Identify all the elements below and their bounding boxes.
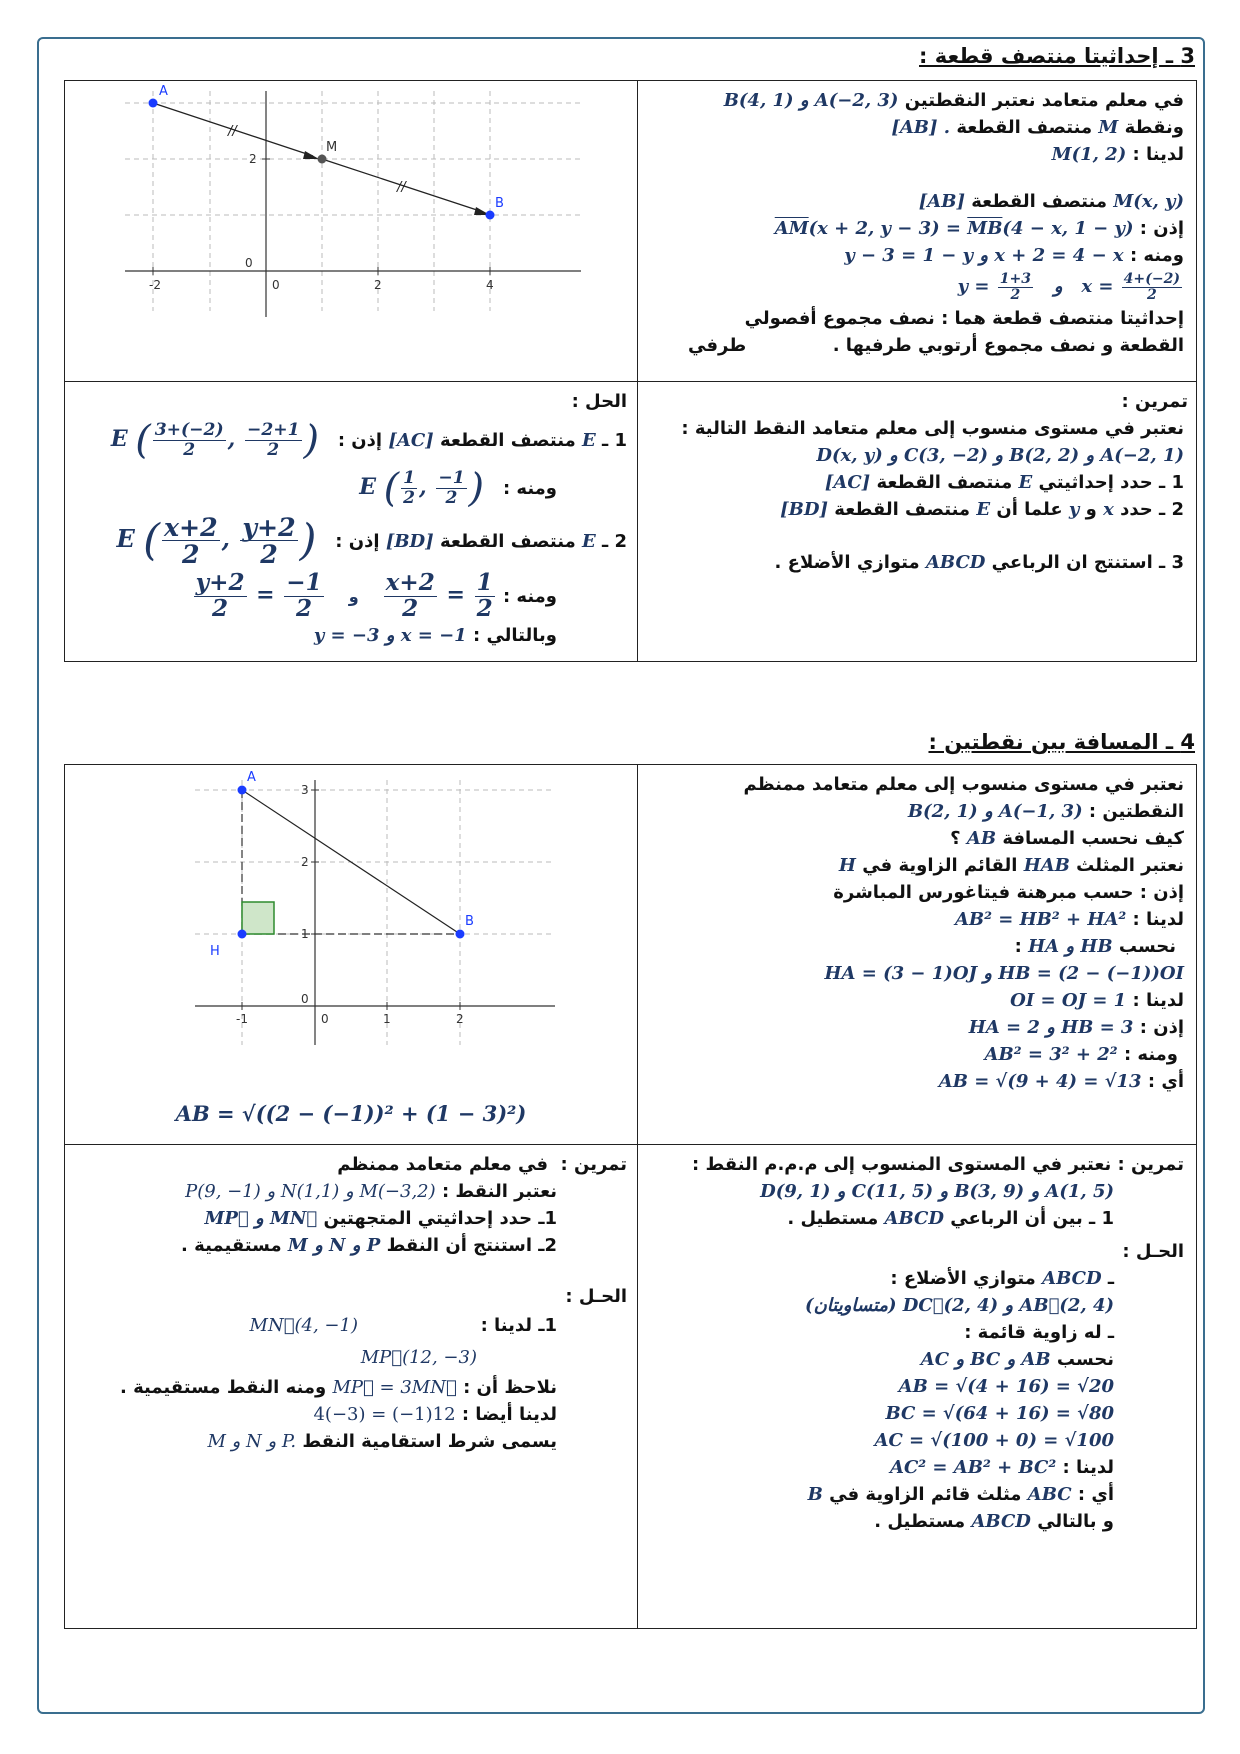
- math: AC و BC و AB: [920, 1349, 1051, 1370]
- y-tick-2: 2: [249, 152, 257, 166]
- x-tick-3: 1: [383, 1012, 391, 1026]
- math: AB: [966, 828, 997, 849]
- label-m: M: [326, 140, 338, 155]
- midpoint-graph: [65, 81, 637, 377]
- text: ومنه :: [1129, 245, 1184, 266]
- distance-formula: AB = √((2 − (−1))² + (1 − 3)²): [175, 1101, 527, 1126]
- text: يسمى شرط استقامية النقط: [302, 1431, 557, 1452]
- text: مثلث قائم الزاوية في: [829, 1484, 1022, 1505]
- math: B: [807, 1484, 823, 1505]
- math: H: [838, 855, 856, 876]
- text: منتصف القطعة: [439, 531, 576, 552]
- math: (متساويتان) DC⃗(2, 4) و AB⃗(2, 4): [805, 1295, 1114, 1316]
- math-points: D(9, 1) و C(11, 5) و B(3, 9) و A(1, 5): [760, 1181, 1114, 1202]
- text: إذن :: [337, 430, 383, 451]
- text: في معلم متعامد ممنظم: [337, 1154, 548, 1175]
- text: و: [1053, 276, 1063, 297]
- midpoint-graph-cell: [65, 81, 638, 382]
- y-tick-3: 3: [301, 783, 309, 797]
- exercise-1: [638, 382, 1196, 580]
- math: [AC]: [388, 430, 434, 451]
- math: [BD]: [385, 531, 434, 552]
- math: AB = √(9 + 4) = √13: [938, 1071, 1142, 1092]
- section-3-title: 3 ـ إحداثيتا منتصف قطعة :: [919, 44, 1195, 68]
- label-b: B: [495, 196, 504, 211]
- text: منتصف القطعة: [956, 117, 1093, 138]
- section-3-table: [64, 80, 1197, 662]
- math: y − 3 = 1 − y و x + 2 = 4 − x: [844, 245, 1124, 266]
- math: OI = OJ = 1: [1010, 990, 1127, 1011]
- math: [AC]: [824, 472, 871, 493]
- math: HA = (3 − 1)OJ و HB = (2 − (−1))OI: [824, 963, 1184, 984]
- y-tick-0: 0: [245, 256, 253, 270]
- distance-explanation-cell: [638, 765, 1197, 1145]
- text: ومنه النقط مستقيمية .: [120, 1377, 327, 1398]
- solution-title: الحـل :: [565, 1286, 627, 1307]
- text: إذن :: [1139, 1017, 1184, 1038]
- label-a: A: [247, 770, 256, 785]
- math: ABCD: [971, 1511, 1031, 1532]
- text: إذن :: [335, 531, 380, 552]
- text: مستقيمية .: [181, 1235, 282, 1256]
- text: منتصف القطعة: [439, 430, 576, 451]
- text: 2ـ استنتج أن النقط: [386, 1235, 557, 1256]
- math: AB² = HB² + HA²: [954, 909, 1127, 930]
- x-tick-1: -2: [149, 278, 161, 292]
- text: لدينا :: [1132, 909, 1184, 930]
- text: النقطتين :: [1088, 801, 1184, 822]
- math: y = −3 و x = −1: [313, 625, 467, 646]
- math-points: D(x, y) و C(3, −2) و B(2, 2) و A(−2, 1): [816, 445, 1184, 466]
- point-a: [238, 786, 247, 795]
- math: ABC: [1027, 1484, 1072, 1505]
- math: BC = √(64 + 16) = √80: [885, 1403, 1114, 1424]
- math: MP⃗ و MN⃗: [204, 1208, 318, 1229]
- math: ABCD: [925, 552, 986, 573]
- text: 3 ـ استنتج ان الرباعي: [991, 552, 1184, 573]
- right-angle-mark: [242, 902, 274, 934]
- text: مستطيل .: [874, 1511, 966, 1532]
- exercise-2: [638, 1145, 1196, 1539]
- point-h: [238, 930, 247, 939]
- math-points: B(2, 1) و A(−1, 3): [907, 801, 1083, 822]
- text: نعتبر في مستوى منسوب إلى معلم متعامد النقط التالية :: [681, 418, 1184, 439]
- text: 1 ـ حدد إحداثيتي: [1038, 472, 1184, 493]
- math: HA و HB: [1028, 936, 1113, 957]
- midpoint-explanation-cell: [638, 81, 1197, 382]
- text: متوازي الأضلاع :: [890, 1268, 1036, 1289]
- exercise-title: تمرين :: [1121, 391, 1188, 412]
- math: ABCD: [1042, 1268, 1102, 1289]
- math: 4(−3) = (−1)12: [313, 1404, 456, 1425]
- solution-1-cell: [65, 382, 638, 662]
- text: نعتبر في المستوى المنسوب إلى م.م.م النقط :: [692, 1154, 1112, 1175]
- point-a: [149, 99, 158, 108]
- text: و: [1085, 499, 1097, 520]
- math: MP⃗ = 3MN⃗: [332, 1377, 457, 1398]
- text: نعتبر في مستوى منسوب إلى معلم متعامد ممنظم: [743, 774, 1184, 795]
- text: 2 ـ: [602, 531, 627, 552]
- tick-mark-am: //: [228, 124, 237, 139]
- math-points: B(4, 1) و A(−2, 3): [723, 90, 899, 111]
- math: E: [582, 430, 596, 451]
- x-tick-2: 0: [321, 1012, 329, 1026]
- math-points: P(9, −1) و N(1,1) و M(−3,2): [185, 1181, 436, 1202]
- math: [AB] .: [891, 117, 951, 138]
- math: E: [976, 499, 991, 520]
- text: طرفي: [688, 335, 747, 356]
- text: ومنه :: [502, 478, 557, 499]
- text: أي :: [1147, 1071, 1184, 1092]
- text: لدينا أيضا :: [461, 1404, 557, 1425]
- text: :: [1014, 936, 1022, 957]
- math: y: [1068, 499, 1080, 520]
- math: [AB]: [918, 191, 965, 212]
- math: E: [1018, 472, 1033, 493]
- math: MN⃗(4, −1): [249, 1315, 358, 1336]
- y-tick-1: 1: [301, 927, 309, 941]
- math: AC = √(100 + 0) = √100: [874, 1430, 1114, 1451]
- text: 1 ـ: [602, 430, 627, 451]
- text: لدينا :: [1132, 990, 1184, 1011]
- exercise-2-cell: [638, 1145, 1197, 1629]
- math: M(x, y): [1113, 191, 1184, 212]
- math: M(1, 2): [1051, 144, 1127, 165]
- exercise-title: تمرين :: [560, 1154, 627, 1175]
- point-b: [456, 930, 465, 939]
- label-h: H: [210, 944, 220, 959]
- solution-title: الحـل :: [1122, 1241, 1184, 1262]
- text: 2 ـ حدد: [1120, 499, 1184, 520]
- text: 1ـ حدد إحداثيتي المتجهتين: [323, 1208, 557, 1229]
- text: علما أن: [996, 499, 1063, 520]
- math: AB = √(4 + 16) = √20: [898, 1376, 1114, 1397]
- e-coords-2: E ( $\frac{1}{2}$ , $\frac{-1}{2}$ ): [359, 465, 485, 511]
- exercise-3: [65, 1145, 637, 1459]
- math: HAB: [1023, 855, 1070, 876]
- math: ABCD: [884, 1208, 944, 1229]
- text: نلاحظ أن :: [463, 1377, 557, 1398]
- solution-1: [65, 382, 637, 653]
- vector-equation: $\overline{AM}(x + 2$, $y - 3) = \overline{MB}(4 - x$, 1 − y): [774, 218, 1134, 239]
- math: E: [582, 531, 596, 552]
- y-tick-2: 2: [301, 855, 309, 869]
- math: M و N و P.: [207, 1431, 297, 1452]
- text: منتصف القطعة: [876, 472, 1013, 493]
- text: القطعة و نصف مجموع أرتوبي طرفيها .: [832, 335, 1184, 356]
- math: AB² = 3² + 2²: [984, 1044, 1118, 1065]
- math: [BD]: [780, 499, 828, 520]
- text: لدينا :: [1132, 144, 1184, 165]
- x-tick-1: -1: [236, 1012, 248, 1026]
- text: متوازي الأضلاع .: [774, 552, 920, 573]
- math: AC² = AB² + BC²: [889, 1457, 1057, 1478]
- text: ومنه :: [1123, 1044, 1178, 1065]
- text: ؟: [950, 828, 961, 849]
- text: نعتبر النقط :: [441, 1181, 557, 1202]
- distance-graph-cell: [65, 765, 638, 1145]
- exercise-1-cell: [638, 382, 1197, 662]
- x-tick-2: 0: [272, 278, 280, 292]
- text: القائم الزاوية في: [862, 855, 1018, 876]
- text: وبالتالي :: [472, 625, 557, 646]
- math: x: [1103, 499, 1114, 520]
- y-tick-0: 0: [301, 992, 309, 1006]
- x-tick-4: 4: [486, 278, 494, 292]
- text: مستطيل .: [787, 1208, 879, 1229]
- midpoint-explanation: [638, 81, 1196, 363]
- tick-mark-mb: //: [397, 180, 406, 195]
- text: ومنه :: [502, 586, 557, 607]
- text: لدينا :: [1062, 1457, 1114, 1478]
- math: MP⃗(12, −3): [360, 1347, 477, 1368]
- exercise-3-cell: [65, 1145, 638, 1629]
- text: أي :: [1077, 1484, 1114, 1505]
- text: ونقطة: [1124, 117, 1184, 138]
- label-b: B: [465, 914, 474, 929]
- text: ـ: [1107, 1268, 1114, 1289]
- math: M: [1098, 117, 1119, 138]
- e-coords-1: E ( $\frac{3+(-2)}{2}$ , $\frac{-2+1}{2}$ ): [110, 417, 320, 463]
- x-tick-3: 2: [374, 278, 382, 292]
- fraction-line: y = $\frac{1+3}{2}$ و x = $\frac{4+(-2)}{2}$: [957, 270, 1180, 303]
- e-coords-3: E ( $\frac{x+2}{2}$ , $\frac{y+2}{2}$ ): [116, 511, 317, 569]
- text: ـ له زاوية قائمة :: [964, 1322, 1114, 1343]
- text: نعتبر المثلث: [1076, 855, 1184, 876]
- text: و بالتالي: [1037, 1511, 1114, 1532]
- text: و: [348, 587, 359, 606]
- distance-explanation: [638, 765, 1196, 1099]
- text: إذن :: [1139, 218, 1184, 239]
- text: منتصف القطعة: [971, 191, 1108, 212]
- math: M و N و P: [287, 1235, 381, 1256]
- point-b: [486, 211, 495, 220]
- text: نحسب: [1118, 936, 1176, 957]
- math: HA = 2 و HB = 3: [968, 1017, 1134, 1038]
- solution-title: الحل :: [571, 391, 627, 412]
- text: نحسب: [1056, 1349, 1114, 1370]
- text: 1 ـ بين أن الرباعي: [950, 1208, 1114, 1229]
- text: منتصف القطعة: [834, 499, 971, 520]
- section-4-title: 4 ـ المسافة بين نقطتين :: [928, 730, 1195, 754]
- text: في معلم متعامد نعتبر النقطتين: [904, 90, 1184, 111]
- distance-graph: [65, 765, 637, 1095]
- text: 1ـ لدينا :: [480, 1315, 557, 1336]
- text: إذن : حسب مبرهنة فيتاغورس المباشرة: [833, 882, 1184, 903]
- section-4-table: [64, 764, 1197, 1629]
- text: كيف نحسب المسافة: [1002, 828, 1184, 849]
- text: إحداثيتا منتصف قطعة هما : نصف مجموع أفصولي: [744, 308, 1184, 329]
- equations: $\frac{y+2}{2}$ = $\frac{-1}{2}$ و $\frac{x+2}{2}$ = $\frac{1}{2}$: [195, 569, 493, 622]
- point-m: [318, 155, 327, 164]
- label-a: A: [159, 84, 168, 99]
- exercise-title: تمرين :: [1117, 1154, 1184, 1175]
- x-tick-4: 2: [456, 1012, 464, 1026]
